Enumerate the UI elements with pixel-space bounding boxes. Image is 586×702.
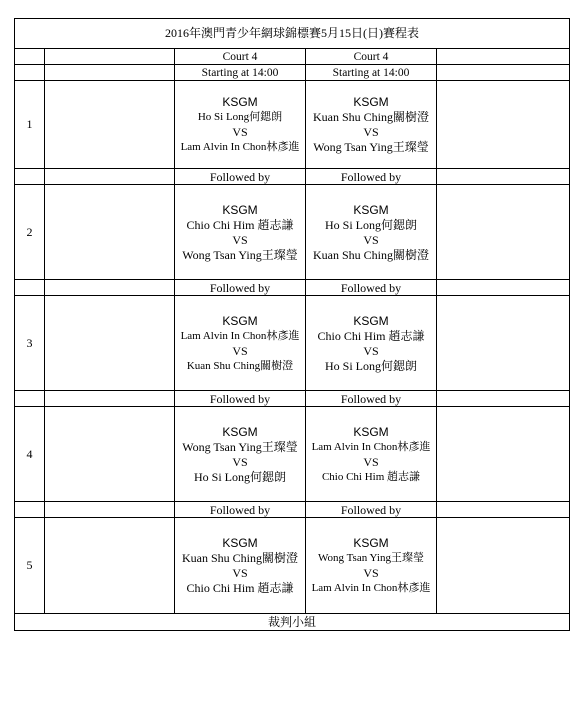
empty-cell bbox=[45, 296, 175, 391]
empty-cell bbox=[15, 502, 45, 518]
empty-cell bbox=[45, 49, 175, 65]
versus-label: VS bbox=[363, 232, 379, 247]
followed-by-row bbox=[15, 169, 570, 185]
player-name: Wong Tsan Ying王璨瑩 bbox=[182, 439, 298, 454]
empty-cell bbox=[437, 391, 570, 407]
followed-by-label: Followed by bbox=[175, 502, 306, 518]
versus-label: VS bbox=[363, 566, 379, 580]
empty-cell bbox=[45, 518, 175, 614]
match-number: 1 bbox=[15, 81, 45, 169]
match-cell bbox=[306, 518, 437, 614]
empty-cell bbox=[437, 518, 570, 614]
player-name: Ho Si Long何鍶朗 bbox=[197, 111, 283, 123]
versus-label: VS bbox=[232, 454, 248, 469]
page-title: 2016年澳門青少年網球錦標賽5月15日(日)賽程表 bbox=[15, 19, 570, 49]
match-row bbox=[15, 518, 570, 614]
team-name: KSGM bbox=[353, 424, 389, 439]
court-label: Court 4 bbox=[175, 49, 306, 65]
schedule-table bbox=[14, 18, 570, 631]
versus-label: VS bbox=[232, 125, 248, 139]
match-number: 4 bbox=[15, 407, 45, 502]
team-name: KSGM bbox=[353, 202, 389, 217]
empty-cell bbox=[15, 391, 45, 407]
player-name: Chio Chi Him 趙志謙 bbox=[321, 470, 421, 483]
match-row bbox=[15, 296, 570, 391]
player-name: Ho Si Long何鍶朗 bbox=[324, 217, 417, 232]
match-row bbox=[15, 81, 570, 169]
footer-signature: 裁判小組 bbox=[15, 614, 570, 631]
match-cell bbox=[306, 296, 437, 391]
player-name: Kuan Shu Ching關樹澄 bbox=[312, 110, 429, 124]
empty-cell bbox=[437, 65, 570, 81]
followed-by-label: Followed by bbox=[306, 391, 437, 407]
team-name: KSGM bbox=[222, 95, 258, 109]
match-row bbox=[15, 407, 570, 502]
team-name: KSGM bbox=[222, 313, 258, 328]
versus-label: VS bbox=[232, 343, 248, 358]
versus-label: VS bbox=[363, 343, 379, 358]
empty-cell bbox=[45, 391, 175, 407]
player-name: Ho Si Long何鍶朗 bbox=[324, 358, 417, 373]
match-cell bbox=[306, 81, 437, 169]
followed-by-row bbox=[15, 502, 570, 518]
player-name: Lam Alvin In Chon林彥進 bbox=[311, 582, 431, 594]
empty-cell bbox=[15, 280, 45, 296]
team-name: KSGM bbox=[353, 95, 389, 109]
player-name: Wong Tsan Ying王璨瑩 bbox=[182, 247, 298, 262]
team-name: KSGM bbox=[222, 536, 258, 550]
team-name: KSGM bbox=[353, 313, 389, 328]
start-time: Starting at 14:00 bbox=[175, 65, 306, 81]
team-name: KSGM bbox=[222, 202, 258, 217]
player-name: Chio Chi Him 趙志謙 bbox=[186, 217, 294, 232]
empty-cell bbox=[45, 185, 175, 280]
player-name: Wong Tsan Ying王璨瑩 bbox=[318, 552, 424, 564]
court-header-row bbox=[15, 49, 570, 65]
versus-label: VS bbox=[232, 232, 248, 247]
match-cell bbox=[175, 81, 306, 169]
player-name: Wong Tsan Ying王璨瑩 bbox=[313, 140, 429, 154]
empty-cell bbox=[45, 169, 175, 185]
player-name: Lam Alvin In Chon林彥進 bbox=[180, 141, 300, 153]
versus-label: VS bbox=[232, 566, 248, 580]
match-cell bbox=[306, 407, 437, 502]
team-name: KSGM bbox=[353, 536, 389, 550]
empty-cell bbox=[15, 65, 45, 81]
start-time-row bbox=[15, 65, 570, 81]
player-name: Chio Chi Him 趙志謙 bbox=[317, 328, 425, 343]
match-cell bbox=[175, 518, 306, 614]
match-cell bbox=[175, 296, 306, 391]
empty-cell bbox=[437, 296, 570, 391]
match-cell bbox=[175, 407, 306, 502]
player-name: Chio Chi Him 趙志謙 bbox=[186, 581, 294, 595]
match-cell bbox=[175, 185, 306, 280]
versus-label: VS bbox=[363, 125, 379, 139]
player-name: Kuan Shu Ching關樹澄 bbox=[181, 551, 298, 565]
followed-by-label: Followed by bbox=[306, 169, 437, 185]
court-label: Court 4 bbox=[306, 49, 437, 65]
match-number: 5 bbox=[15, 518, 45, 614]
team-name: KSGM bbox=[222, 424, 258, 439]
followed-by-label: Followed by bbox=[306, 502, 437, 518]
followed-by-label: Followed by bbox=[175, 280, 306, 296]
followed-by-row bbox=[15, 391, 570, 407]
followed-by-label: Followed by bbox=[175, 391, 306, 407]
empty-cell bbox=[437, 169, 570, 185]
player-name: Lam Alvin In Chon林彥進 bbox=[311, 440, 431, 453]
empty-cell bbox=[45, 81, 175, 169]
player-name: Kuan Shu Ching關樹澄 bbox=[186, 359, 294, 372]
empty-cell bbox=[15, 169, 45, 185]
empty-cell bbox=[437, 502, 570, 518]
versus-label: VS bbox=[363, 454, 379, 469]
match-cell bbox=[306, 185, 437, 280]
empty-cell bbox=[437, 81, 570, 169]
empty-cell bbox=[45, 502, 175, 518]
followed-by-label: Followed by bbox=[175, 169, 306, 185]
followed-by-row bbox=[15, 280, 570, 296]
empty-cell bbox=[437, 185, 570, 280]
empty-cell bbox=[45, 280, 175, 296]
match-row bbox=[15, 185, 570, 280]
empty-cell bbox=[437, 280, 570, 296]
empty-cell bbox=[45, 407, 175, 502]
empty-cell bbox=[15, 49, 45, 65]
empty-cell bbox=[437, 407, 570, 502]
player-name: Kuan Shu Ching關樹澄 bbox=[312, 247, 429, 262]
start-time: Starting at 14:00 bbox=[306, 65, 437, 81]
player-name: Ho Si Long何鍶朗 bbox=[193, 469, 286, 484]
player-name: Lam Alvin In Chon林彥進 bbox=[180, 329, 300, 342]
empty-cell bbox=[45, 65, 175, 81]
match-number: 3 bbox=[15, 296, 45, 391]
match-number: 2 bbox=[15, 185, 45, 280]
empty-cell bbox=[437, 49, 570, 65]
followed-by-label: Followed by bbox=[306, 280, 437, 296]
